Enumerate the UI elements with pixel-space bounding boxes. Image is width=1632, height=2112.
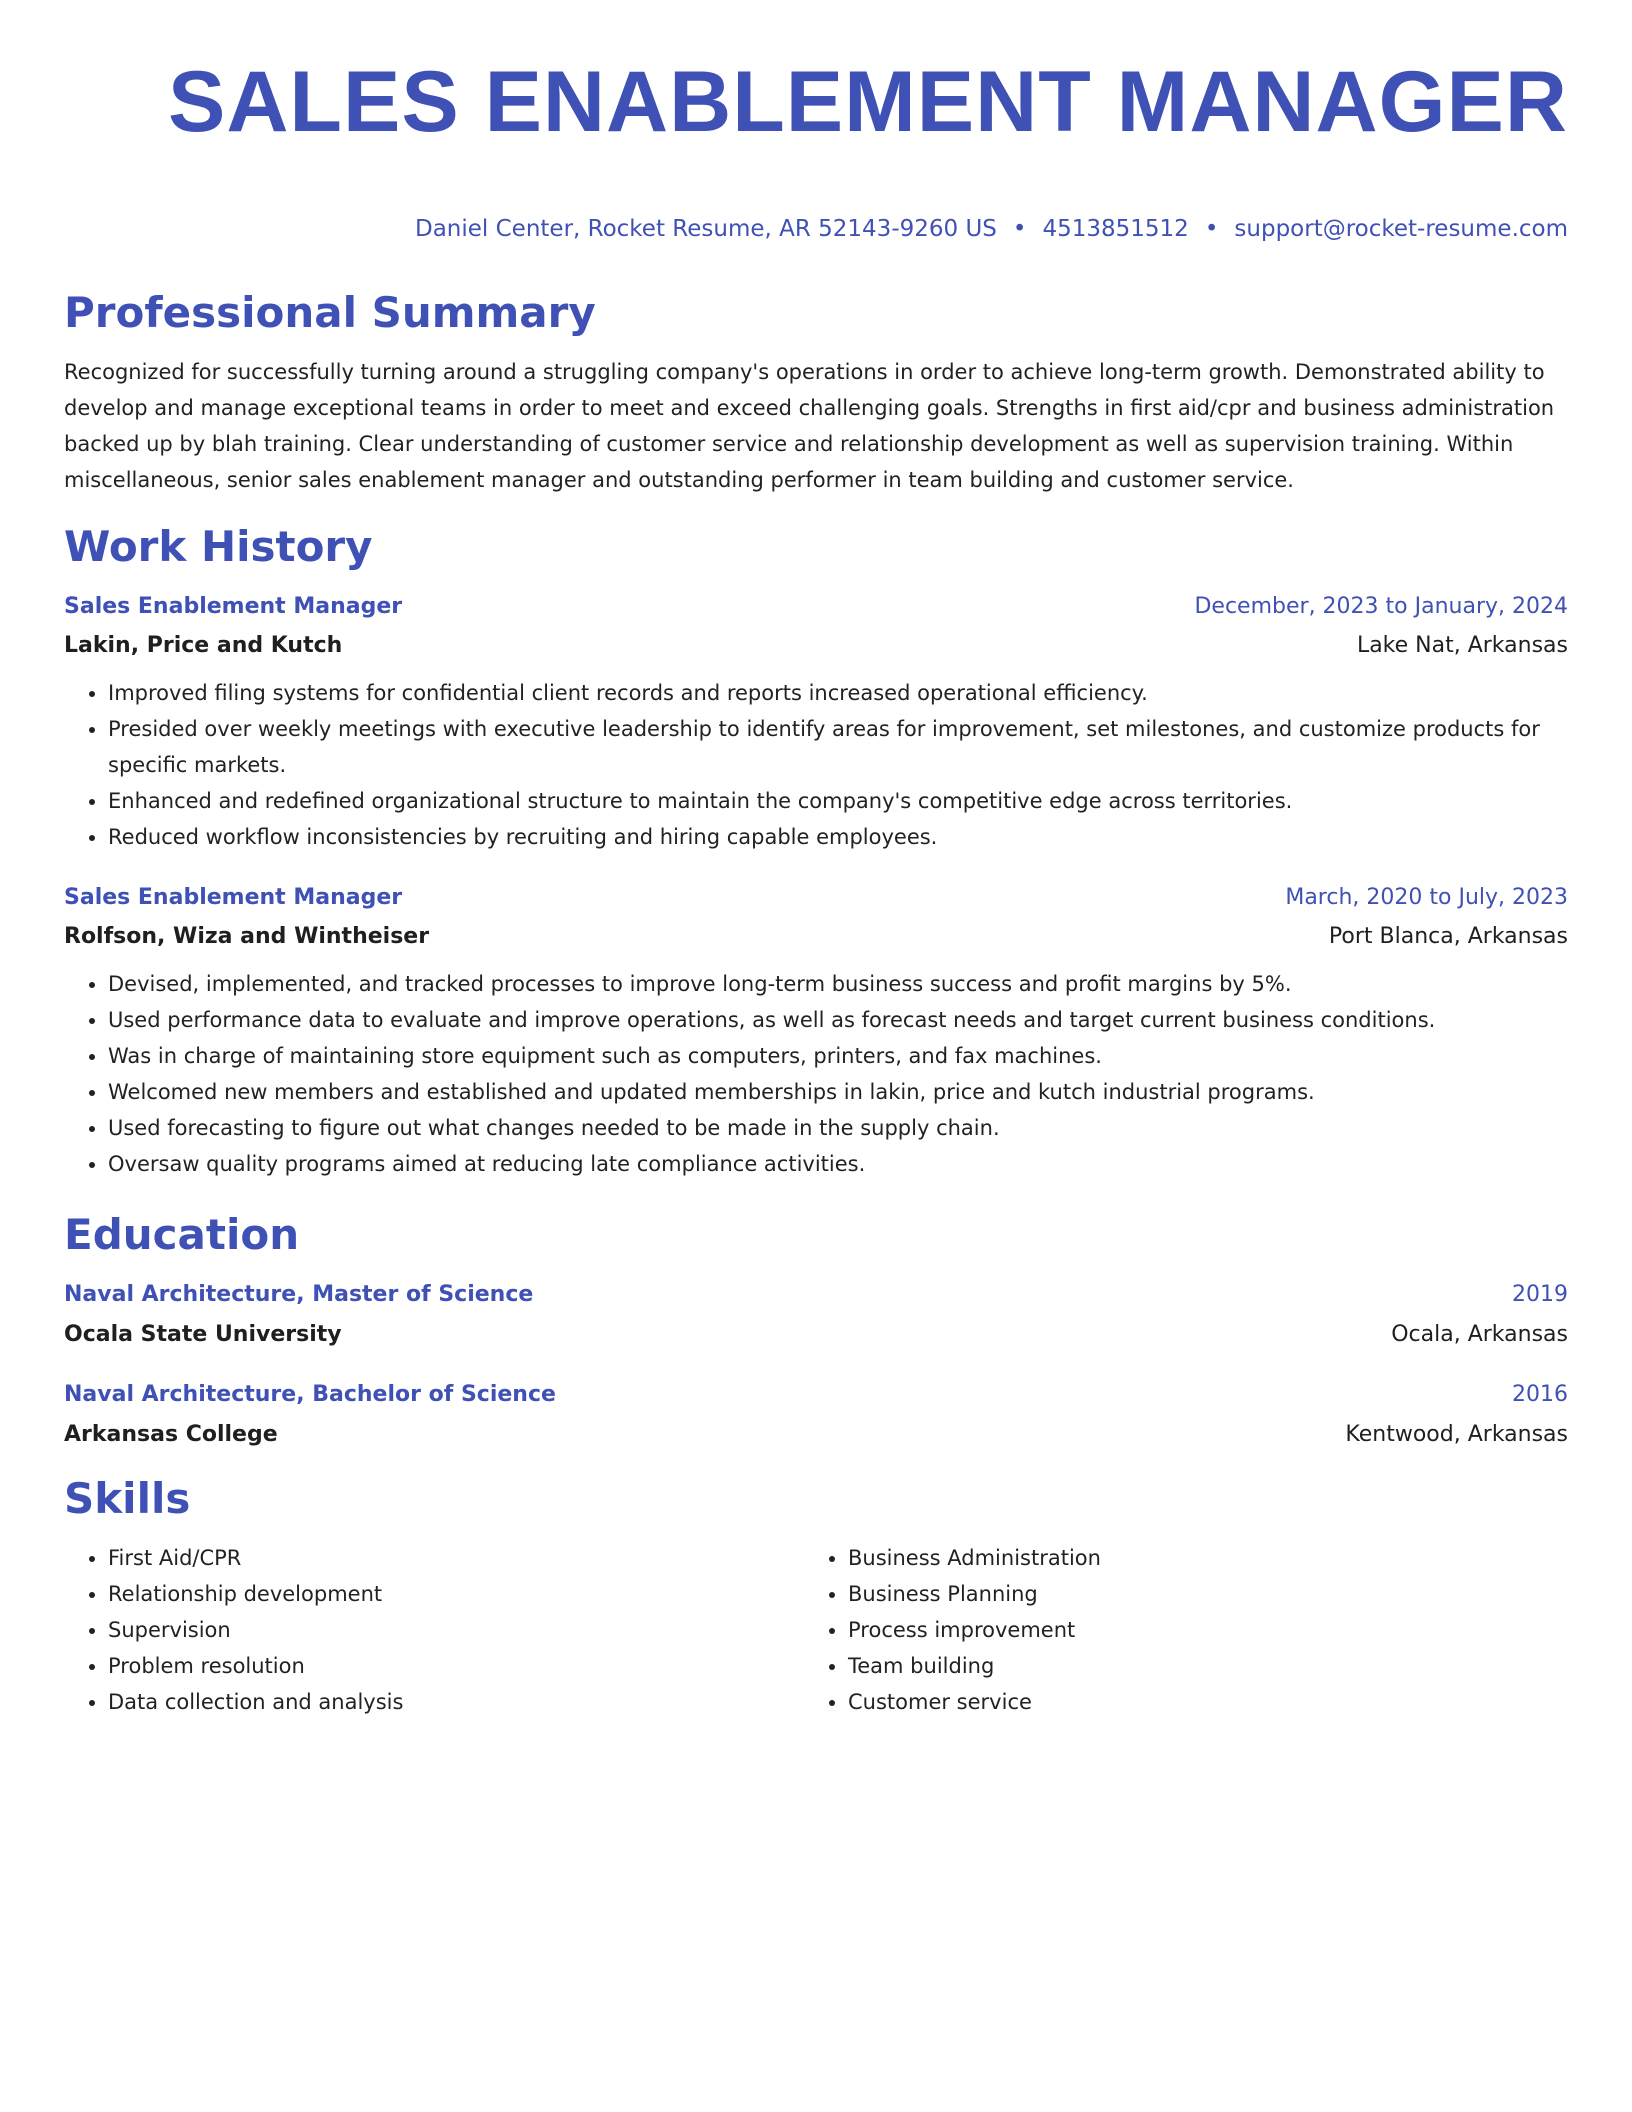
contact-email: support@rocket-resume.com xyxy=(1234,216,1568,242)
education-entry xyxy=(64,1280,1568,1350)
job-title: Sales Enablement Manager xyxy=(64,594,403,619)
resume-header xyxy=(64,52,1568,244)
job-bullet: • Was in charge of maintaining store equipment such as computers, printers, and fax machines. xyxy=(108,1038,1568,1074)
skills-heading: Skills xyxy=(64,1474,191,1523)
job-bullet: • Used forecasting to figure out what changes needed to be made in the supply chain. xyxy=(108,1110,1568,1146)
job-bullet: • Oversaw quality programs aimed at reducing late compliance activities. xyxy=(108,1146,1568,1182)
work-history-heading: Work History xyxy=(64,522,373,571)
education-heading: Education xyxy=(64,1210,300,1259)
skill-item: • Business Planning xyxy=(848,1576,1544,1612)
job-entry xyxy=(64,883,1568,1182)
job-entry xyxy=(64,592,1568,855)
summary-heading: Professional Summary xyxy=(64,288,596,337)
job-dates: March, 2020 to July, 2023 xyxy=(1285,885,1568,910)
job-bullet: • Devised, implemented, and tracked processes to improve long-term business success and profit margins by 5%. xyxy=(108,966,1568,1002)
summary-text: Recognized for successfully turning around a struggling company's operations in order to achieve long-term growth. Demonstrated ability to develop and manage exceptional teams in order to meet and exceed challenging goals. Strengths in first aid/cpr and business administration backed up by blah training. Clear understanding of customer service and relationship development as well as supervision training. Within miscellaneous, senior sales enablement manager and outstanding performer in team building and customer service. xyxy=(64,360,1555,492)
job-bullet: • Welcomed new members and established and updated memberships in lakin, price and kutch industrial programs. xyxy=(108,1074,1568,1110)
contact-address: Daniel Center, Rocket Resume, AR 52143-9260 US xyxy=(414,216,997,242)
skill-item: • Problem resolution xyxy=(108,1648,804,1684)
skills-column-right xyxy=(804,1540,1544,1720)
skill-item: • Supervision xyxy=(108,1612,804,1648)
job-bullet: • Presided over weekly meetings with executive leadership to identify areas for improvement, set milestones, and customize products for specific markets. xyxy=(108,711,1568,783)
degree: Naval Architecture, Master of Science xyxy=(64,1282,534,1307)
graduation-year: 2016 xyxy=(1512,1382,1568,1407)
school-name: Ocala State University xyxy=(64,1322,342,1347)
job-bullet: • Improved filing systems for confidential client records and reports increased operational efficiency. xyxy=(108,675,1568,711)
school-location: Kentwood, Arkansas xyxy=(1345,1422,1568,1447)
job-bullets xyxy=(64,966,1568,1182)
job-location: Lake Nat, Arkansas xyxy=(1356,633,1568,658)
skill-item: • Customer service xyxy=(848,1684,1544,1720)
skill-item: • Data collection and analysis xyxy=(108,1684,804,1720)
job-title-heading: SALES ENABLEMENT MANAGER xyxy=(167,54,1568,150)
education-entry xyxy=(64,1380,1568,1450)
job-dates: December, 2023 to January, 2024 xyxy=(1194,594,1568,619)
job-bullet: • Used performance data to evaluate and improve operations, as well as forecast needs and target current business conditions. xyxy=(108,1002,1568,1038)
skills-list xyxy=(64,1540,1568,1720)
skill-item: • Process improvement xyxy=(848,1612,1544,1648)
skills-column-left xyxy=(64,1540,804,1720)
school-name: Arkansas College xyxy=(64,1422,278,1447)
job-bullets xyxy=(64,675,1568,855)
graduation-year: 2019 xyxy=(1512,1282,1568,1307)
skill-item: • Relationship development xyxy=(108,1576,804,1612)
degree: Naval Architecture, Bachelor of Science xyxy=(64,1382,556,1407)
skill-item: • Team building xyxy=(848,1648,1544,1684)
school-location: Ocala, Arkansas xyxy=(1391,1322,1568,1347)
contact-line xyxy=(64,214,1568,244)
skill-item: • Business Administration xyxy=(848,1540,1544,1576)
job-employer: Rolfson, Wiza and Wintheiser xyxy=(64,924,430,949)
contact-separator: • xyxy=(1204,216,1219,242)
job-title: Sales Enablement Manager xyxy=(64,885,403,910)
skill-item: • First Aid/CPR xyxy=(108,1540,804,1576)
contact-phone: 4513851512 xyxy=(1042,216,1189,242)
job-bullet: • Enhanced and redefined organizational structure to maintain the company's competitive edge across territories. xyxy=(108,783,1568,819)
contact-separator: • xyxy=(1012,216,1027,242)
job-location: Port Blanca, Arkansas xyxy=(1328,924,1568,949)
job-employer: Lakin, Price and Kutch xyxy=(64,633,343,658)
job-bullet: • Reduced workflow inconsistencies by recruiting and hiring capable employees. xyxy=(108,819,1568,855)
